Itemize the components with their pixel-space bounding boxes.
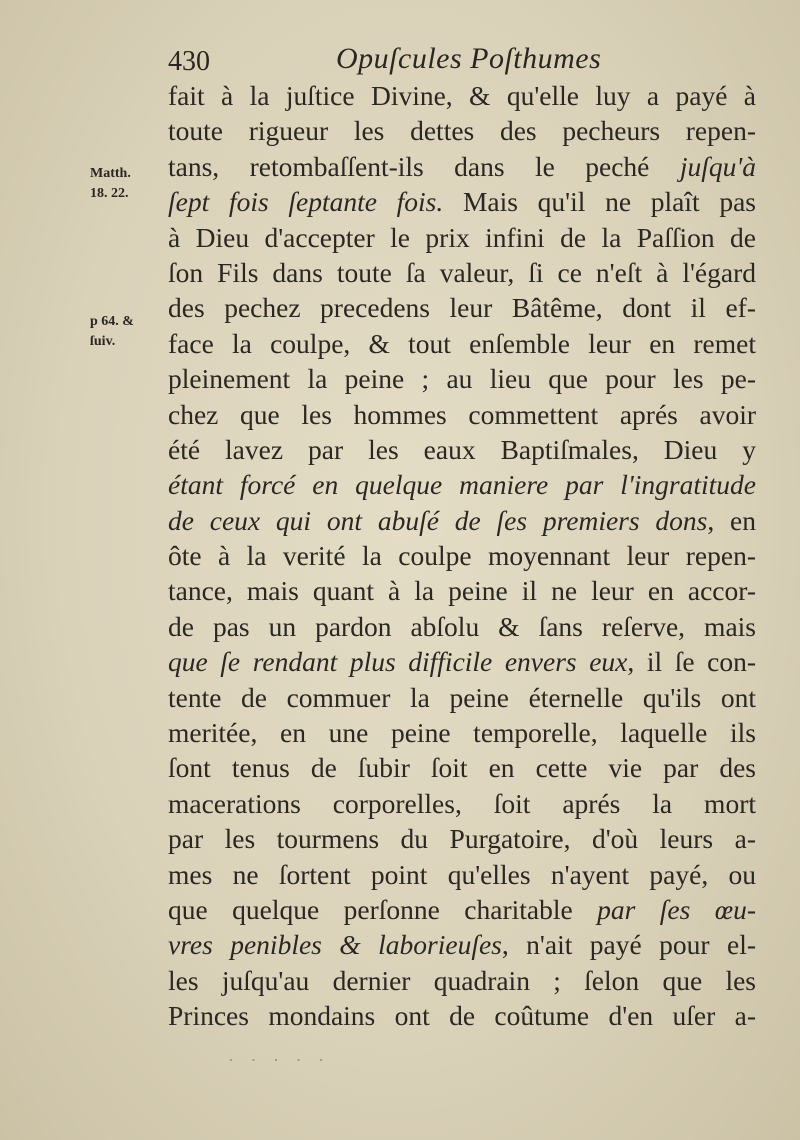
text-line: [168, 432, 756, 467]
text-segment: face la coulpe, & tout enſemble leur en remet: [168, 327, 756, 359]
text-segment: macerations corporelles, ſoit aprés la mort: [168, 787, 756, 819]
text-line: [168, 397, 756, 432]
text-line: [168, 644, 756, 679]
text-segment: par les tourmens du Purgatoire, d'où leurs a-: [168, 823, 756, 855]
text-line: [168, 184, 756, 219]
text-line: [168, 290, 756, 325]
text-segment: ſon Fils dans toute ſa valeur, ſi ce n'eſt à l'égard: [168, 256, 756, 288]
italic-text-segment: ſept fois ſeptante fois.: [168, 186, 444, 218]
text-line: [168, 78, 756, 113]
text-line: [168, 113, 756, 148]
text-line: [168, 503, 756, 538]
text-line: [168, 892, 756, 927]
text-line: [168, 786, 756, 821]
margin-note-line: 18. 22.: [90, 186, 129, 201]
text-line: [168, 467, 756, 502]
text-line: [168, 573, 756, 608]
text-line: [168, 821, 756, 856]
text-segment: des pechez precedens leur Bâtême, dont il ef-: [168, 292, 756, 324]
margin-note-line: Matth.: [90, 166, 131, 181]
text-line: [168, 927, 756, 962]
text-segment: fait à la juſtice Divine, & qu'elle luy a payé à: [168, 80, 756, 111]
bottom-bleed-marks: · · · · ·: [228, 1050, 330, 1070]
italic-text-segment: étant forcé en quelque maniere par l'ingratitude: [168, 469, 756, 501]
text-line: [168, 149, 756, 184]
text-segment: Princes mondains ont de coûtume d'en uſer a-: [168, 1000, 756, 1032]
italic-text-segment: juſqu'à: [679, 150, 756, 182]
text-line: [168, 220, 756, 255]
running-title: Opuſcules Poſthumes: [336, 42, 602, 75]
text-line: [168, 326, 756, 361]
text-segment: mes ne ſortent point qu'elles n'ayent payé, ou: [168, 858, 756, 890]
text-line: [168, 998, 756, 1033]
text-line: [168, 750, 756, 785]
page-number: 430: [168, 46, 210, 77]
text-segment: meritée, en une peine temporelle, laquelle ils: [168, 717, 756, 749]
text-segment: tance, mais quant à la peine il ne leur en accor-: [168, 575, 756, 607]
text-line: [168, 680, 756, 715]
text-segment: toute rigueur les dettes des pecheurs repen-: [168, 115, 756, 147]
text-segment: que quelque perſonne charitable: [168, 893, 598, 925]
text-segment: , en: [707, 504, 756, 536]
text-segment: été lavez par les eaux Baptiſmales, Dieu y: [168, 433, 756, 465]
italic-text-segment: que ſe rendant plus difficile envers eux: [168, 646, 628, 678]
text-line: [168, 715, 756, 750]
text-line: [168, 609, 756, 644]
text-segment: , il ſe con-: [627, 646, 756, 678]
text-segment: ſont tenus de ſubir ſoit en cette vie par des: [168, 752, 756, 784]
text-segment: tans, retombaſſent-ils dans le peché: [168, 150, 680, 182]
margin-note-line: ſuiv.: [90, 334, 116, 349]
body-text: [168, 78, 756, 1034]
text-segment: pleinement la peine ; au lieu que pour les pe-: [168, 363, 756, 395]
page-header: [168, 40, 768, 80]
text-line: [168, 361, 756, 396]
text-segment: chez que les hommes commettent aprés avoir: [168, 398, 756, 430]
text-segment: de pas un pardon abſolu & ſans reſerve, mais: [168, 610, 756, 642]
margin-note-matthew: [90, 164, 166, 204]
text-segment: les juſqu'au dernier quadrain ; ſelon que les: [168, 964, 756, 996]
text-segment: à Dieu d'accepter le prix infini de la Paſſion de: [168, 221, 756, 253]
margin-note-page-ref: [90, 312, 166, 352]
margin-note-line: p 64. &: [90, 314, 134, 329]
text-line: [168, 538, 756, 573]
italic-text-segment: de ceux qui ont abuſé de ſes premiers dons: [168, 504, 708, 536]
text-segment: tente de commuer la peine éternelle qu'ils ont: [168, 681, 756, 713]
text-line: [168, 963, 756, 998]
text-line: [168, 255, 756, 290]
italic-text-segment: vres penibles & laborieuſes: [168, 929, 502, 961]
text-segment: ôte à la verité la coulpe moyennant leur repen-: [168, 540, 756, 572]
text-line: [168, 857, 756, 892]
text-segment: , n'ait payé pour el-: [501, 929, 756, 961]
italic-text-segment: par ſes œu-: [597, 893, 756, 925]
text-segment: Mais qu'il ne plaît pas: [443, 186, 756, 218]
